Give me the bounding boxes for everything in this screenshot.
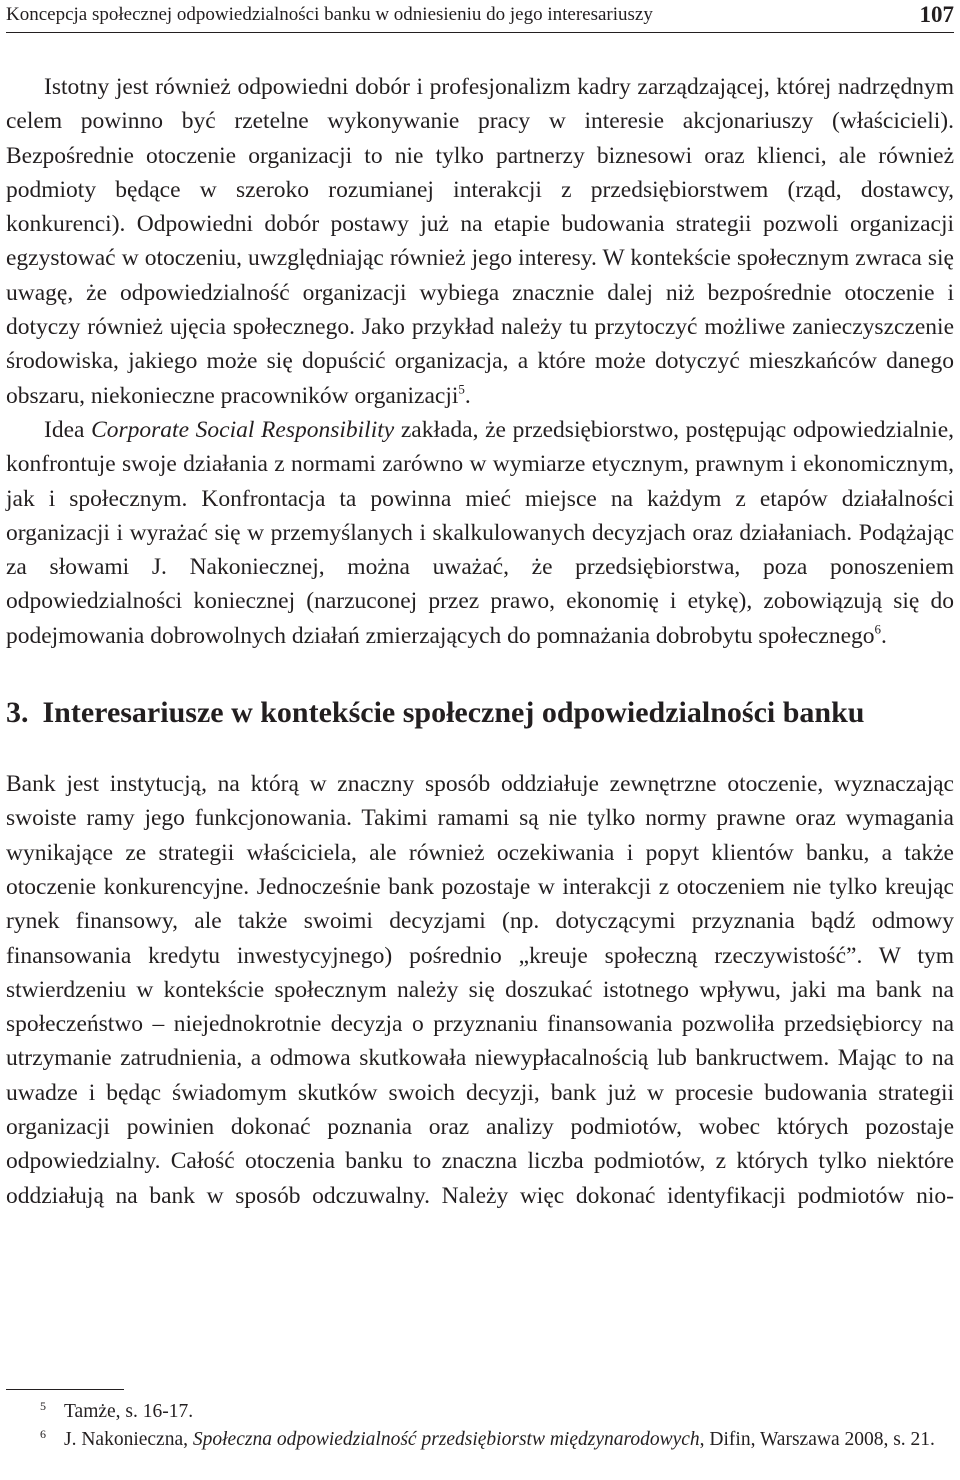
- footnotes: [6, 1398, 954, 1454]
- footnote-5-text: Tamże, s. 16-17.: [64, 1401, 194, 1422]
- paragraph-2: [6, 413, 954, 653]
- footnote-6-marker: 6: [40, 1426, 46, 1441]
- paragraph-2-lead: Idea: [44, 416, 92, 443]
- page: [6, 0, 954, 1480]
- paragraph-1: [6, 70, 954, 413]
- footnote-5: [6, 1398, 954, 1426]
- paragraph-1-end: .: [464, 382, 471, 409]
- footnote-6: [6, 1426, 954, 1454]
- paragraph-2-end: .: [881, 622, 887, 649]
- paragraph-2-text: zakłada, że przedsiębiorstwo, postępując odpowiedzialnie, konfrontuje swoje działania z normami zarówno w wymiarze etycznym, prawnym i ekonomicznym, jak i społecznym. Konfrontacja ta powinna mieć miejsce na każdym z etapów działalności organizacji i wyrażać się w przemyślanych i skalkulowanych decyzjach oraz działaniach. Podążając za słowami J. Nakoniecznej, można uważać, że przedsiębiorstwa, poza ponoszeniem odpowiedzialności koniecznej (narzuconej przez prawo, ekonomię i etykę), zobowiązują się do podejmowania dobrowolnych działań zmierzających do pomnażania dobrobytu społecznego: [6, 416, 954, 649]
- footnote-6-title: Społeczna odpowiedzialność przedsiębiorstw międzynarodowych: [192, 1429, 700, 1450]
- paragraph-3: Bank jest instytucją, na którą w znaczny sposób oddziałuje zewnętrzne otoczenie, wyznaczając swoiste ramy jego funkcjonowania. Takimi ramami są nie tylko normy prawne oraz wymagania wynikające ze strategii właściciela, ale również oczekiwania i popyt klientów banku, a także otoczenie konkurencyjne. Jednocześnie bank pozostaje w interakcji z otoczeniem nie tylko kreując rynek finansowy, ale także swoimi decyzjami (np. dotyczącymi przyznania bądź odmowy finansowania kredytu inwestycyjnego) pośrednio „kreuje społeczną rzeczywistość”. W tym stwierdzeniu w kontekście społecznym należy się doszukać istotnego wpływu, jaki ma bank na społeczeństwo – niejednokrotnie decyzja o przyznaniu finansowania pozwoliła przedsiębiorcy na utrzymanie zatrudnienia, a odmowa skutkowała niewypłacalnością lub bankructwem. Mając to na uwadze i będąc świadomym skutków swoich decyzji, bank już w procesie budowania strategii organizacji powinien dokonać poznania oraz analizy podmiotów, wobec których pozostaje odpowiedzialny. Całość otoczenia banku to znaczna liczba podmiotów, z których tylko niektóre oddziałują na bank w sposób odczuwalny. Należy więc dokonać identyfikacji podmiotów nio-: [6, 771, 954, 1209]
- paragraph-1-text: Istotny jest również odpowiedni dobór i profesjonalizm kadry zarządzającej, której nadrzędnym celem powinno być rzetelne wykonywanie pracy w interesie akcjonariuszy (właścicieli). Bezpośrednie otoczenie organizacji to nie tylko partnerzy biznesowi oraz klienci, ale również podmioty będące w szeroko rozumianej interakcji z przedsiębiorstwem (rząd, dostawcy, konkurenci). Odpowiedni dobór postawy już na etapie budowania strategii pozwoli organizacji egzystować w otoczeniu, uwzględniając również jego interesy. W kontekście społecznym zwraca się uwagę, że odpowiedzialność organizacji wybiega znacznie dalej niż bezpośrednie otoczenie i dotyczy również ujęcia społecznego. Jako przykład należy tu przytoczyć możliwe zanieczyszczenie środowiska, jakiego może się dopuścić organizacja, a które może dotyczyć mieszkańców danego obszaru, niekonieczne pracowników organizacji: [6, 74, 954, 409]
- section-number: 3.: [6, 696, 29, 730]
- page-number: 107: [919, 2, 954, 27]
- running-title: Koncepcja społecznej odpowiedzialności banku w odniesieniu do jego interesariuszy: [6, 4, 653, 25]
- footnote-ref-5[interactable]: 5: [458, 380, 465, 396]
- footnote-number: [6, 1426, 64, 1454]
- running-header: [6, 2, 954, 33]
- footnote-ref-6[interactable]: 6: [874, 621, 882, 636]
- section-title: Interesariusze w kontekście społecznej odpowiedzialności banku: [42, 696, 865, 730]
- footnote-6-author: J. Nakonieczna,: [64, 1429, 193, 1450]
- footnote-6-rest: , Difin, Warszawa 2008, s. 21.: [699, 1429, 935, 1450]
- footnote-number: [6, 1398, 64, 1426]
- main-text: [6, 70, 954, 1213]
- footnote-5-marker: 5: [40, 1398, 46, 1413]
- footnote-divider: [6, 1389, 124, 1390]
- csr-term: Corporate Social Responsibility: [91, 416, 395, 443]
- section-heading: [6, 693, 954, 733]
